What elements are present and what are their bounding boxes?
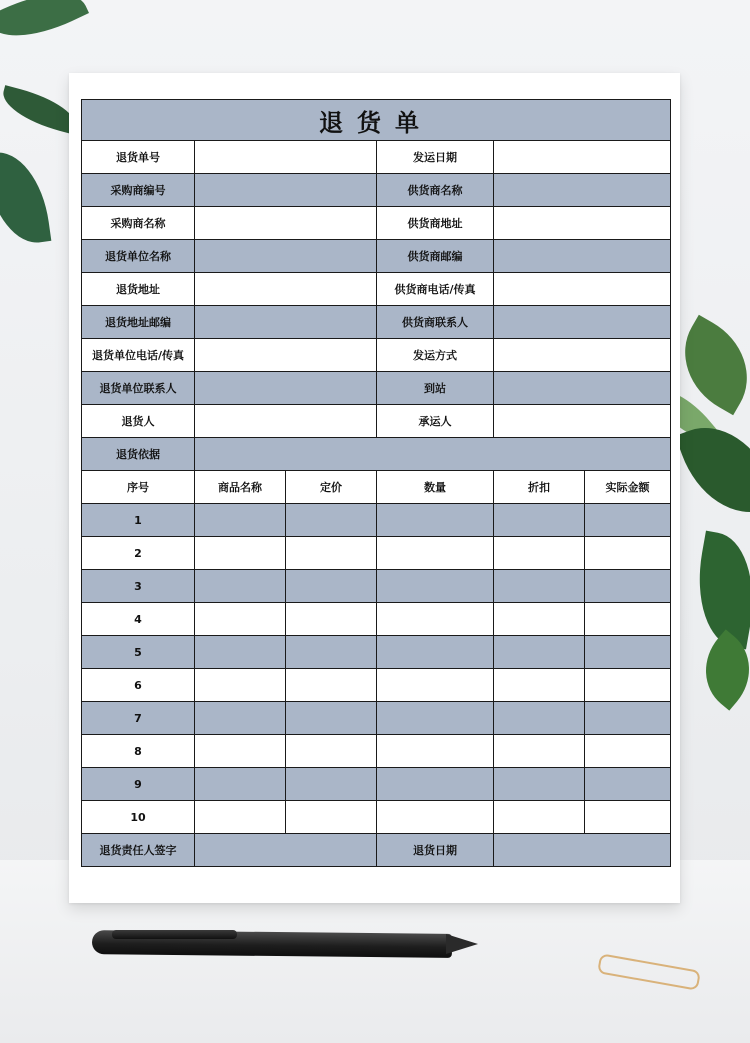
field-input[interactable] (494, 141, 671, 174)
row-number: 8 (82, 735, 195, 768)
table-cell[interactable] (286, 504, 377, 537)
table-cell[interactable] (585, 603, 671, 636)
table-cell[interactable] (286, 570, 377, 603)
table-cell[interactable] (286, 669, 377, 702)
column-header: 折扣 (494, 471, 585, 504)
table-cell[interactable] (585, 669, 671, 702)
table-cell[interactable] (286, 768, 377, 801)
field-label: 发运日期 (377, 141, 494, 174)
table-cell[interactable] (286, 537, 377, 570)
field-label: 退货地址邮编 (82, 306, 195, 339)
form-title: 退货单 (82, 100, 671, 141)
field-label: 退货单位名称 (82, 240, 195, 273)
table-cell[interactable] (585, 570, 671, 603)
table-cell[interactable] (195, 702, 286, 735)
field-input[interactable] (195, 174, 377, 207)
field-label: 发运方式 (377, 339, 494, 372)
table-cell[interactable] (195, 801, 286, 834)
column-header: 实际金额 (585, 471, 671, 504)
table-cell[interactable] (195, 636, 286, 669)
signature-input[interactable] (195, 834, 377, 867)
table-cell[interactable] (286, 702, 377, 735)
field-label: 退货单位联系人 (82, 372, 195, 405)
table-cell[interactable] (195, 669, 286, 702)
table-cell[interactable] (377, 669, 494, 702)
field-input[interactable] (494, 339, 671, 372)
row-number: 1 (82, 504, 195, 537)
return-date-label: 退货日期 (377, 834, 494, 867)
table-cell[interactable] (377, 768, 494, 801)
field-label: 供货商电话/传真 (377, 273, 494, 306)
field-input[interactable] (494, 273, 671, 306)
field-label: 退货单号 (82, 141, 195, 174)
field-label: 供货商名称 (377, 174, 494, 207)
column-header: 商品名称 (195, 471, 286, 504)
row-number: 2 (82, 537, 195, 570)
table-cell[interactable] (494, 537, 585, 570)
table-cell[interactable] (494, 636, 585, 669)
table-cell[interactable] (377, 636, 494, 669)
column-header: 定价 (286, 471, 377, 504)
table-row (82, 603, 671, 636)
return-form (81, 99, 670, 867)
field-input[interactable] (195, 240, 377, 273)
row-number: 4 (82, 603, 195, 636)
return-form-table (81, 99, 671, 867)
field-input[interactable] (195, 207, 377, 240)
signature-label: 退货责任人签字 (82, 834, 195, 867)
table-row (82, 702, 671, 735)
field-label: 退货依据 (82, 438, 195, 471)
pen-tip (446, 934, 478, 954)
field-input[interactable] (195, 306, 377, 339)
row-number: 9 (82, 768, 195, 801)
table-cell[interactable] (195, 768, 286, 801)
table-cell[interactable] (286, 603, 377, 636)
row-number: 10 (82, 801, 195, 834)
table-cell[interactable] (494, 702, 585, 735)
basis-input[interactable] (195, 438, 671, 471)
table-cell[interactable] (585, 735, 671, 768)
table-cell[interactable] (377, 603, 494, 636)
table-cell[interactable] (585, 636, 671, 669)
field-label: 承运人 (377, 405, 494, 438)
paper-sheet (69, 73, 680, 903)
table-cell[interactable] (494, 735, 585, 768)
table-row (82, 801, 671, 834)
return-date-input[interactable] (494, 834, 671, 867)
table-cell[interactable] (377, 504, 494, 537)
table-cell[interactable] (195, 603, 286, 636)
field-input[interactable] (494, 207, 671, 240)
field-label: 到站 (377, 372, 494, 405)
table-cell[interactable] (494, 669, 585, 702)
pen-clip (112, 930, 237, 939)
plant-leaf (0, 147, 51, 249)
field-input[interactable] (494, 372, 671, 405)
table-row (82, 636, 671, 669)
plant-leaf (687, 531, 750, 650)
table-cell[interactable] (377, 702, 494, 735)
table-cell[interactable] (494, 768, 585, 801)
field-label: 退货单位电话/传真 (82, 339, 195, 372)
table-cell[interactable] (585, 537, 671, 570)
table-row (82, 537, 671, 570)
row-number: 6 (82, 669, 195, 702)
table-cell[interactable] (377, 735, 494, 768)
plant-leaf (0, 0, 89, 53)
table-cell[interactable] (377, 801, 494, 834)
table-cell[interactable] (195, 504, 286, 537)
field-label: 供货商邮编 (377, 240, 494, 273)
field-input[interactable] (494, 306, 671, 339)
field-label: 供货商联系人 (377, 306, 494, 339)
table-cell[interactable] (585, 504, 671, 537)
column-header: 序号 (82, 471, 195, 504)
table-row (82, 504, 671, 537)
table-cell[interactable] (494, 504, 585, 537)
table-cell[interactable] (286, 801, 377, 834)
table-cell[interactable] (494, 603, 585, 636)
table-cell[interactable] (286, 735, 377, 768)
field-input[interactable] (494, 174, 671, 207)
row-number: 5 (82, 636, 195, 669)
table-cell[interactable] (286, 636, 377, 669)
column-header: 数量 (377, 471, 494, 504)
row-number: 3 (82, 570, 195, 603)
field-label: 退货地址 (82, 273, 195, 306)
field-label: 退货人 (82, 405, 195, 438)
table-cell[interactable] (195, 735, 286, 768)
field-input[interactable] (494, 240, 671, 273)
table-row (82, 735, 671, 768)
table-row (82, 669, 671, 702)
field-input[interactable] (195, 273, 377, 306)
table-cell[interactable] (585, 801, 671, 834)
table-cell[interactable] (195, 537, 286, 570)
table-cell[interactable] (585, 702, 671, 735)
field-input[interactable] (494, 405, 671, 438)
field-label: 采购商名称 (82, 207, 195, 240)
field-input[interactable] (195, 141, 377, 174)
table-cell[interactable] (585, 768, 671, 801)
table-row (82, 570, 671, 603)
table-cell[interactable] (195, 570, 286, 603)
row-number: 7 (82, 702, 195, 735)
table-cell[interactable] (494, 801, 585, 834)
table-row (82, 768, 671, 801)
field-label: 采购商编号 (82, 174, 195, 207)
table-cell[interactable] (494, 570, 585, 603)
field-label: 供货商地址 (377, 207, 494, 240)
table-cell[interactable] (377, 570, 494, 603)
field-input[interactable] (195, 405, 377, 438)
field-input[interactable] (195, 372, 377, 405)
table-cell[interactable] (377, 537, 494, 570)
field-input[interactable] (195, 339, 377, 372)
